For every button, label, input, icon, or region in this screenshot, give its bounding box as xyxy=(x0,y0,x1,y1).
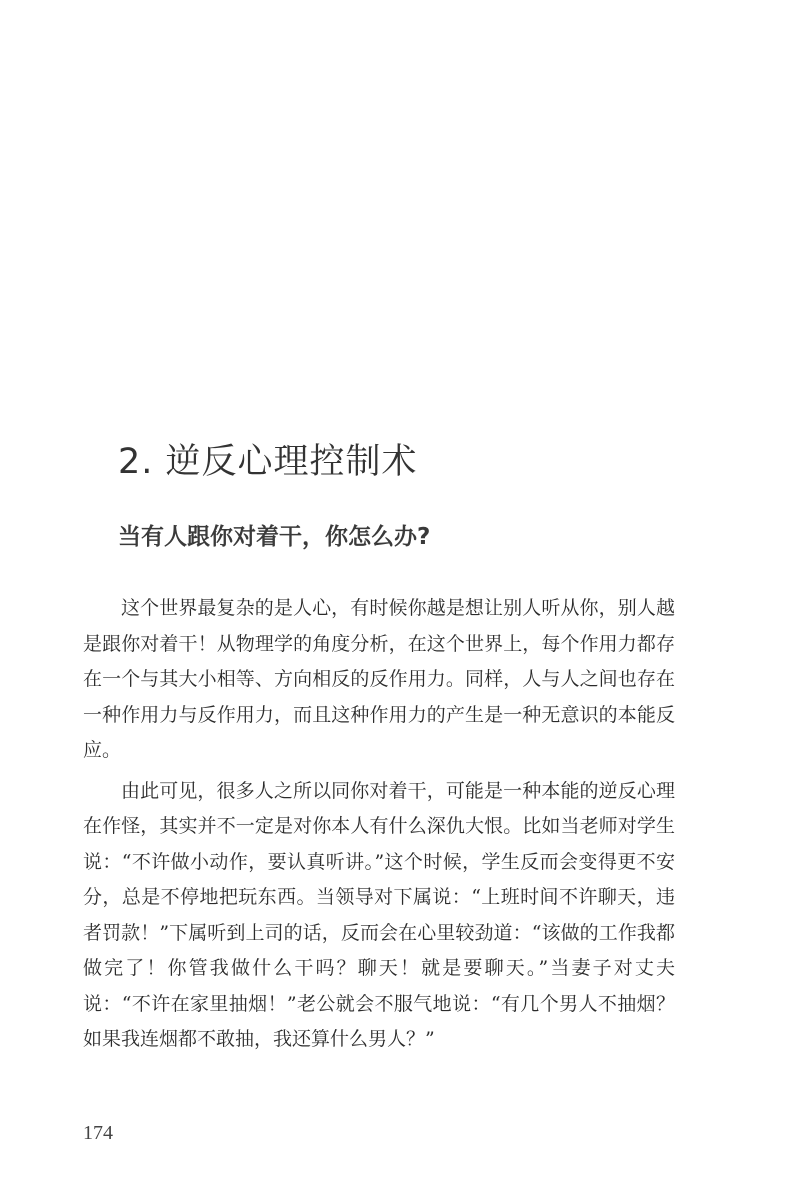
paragraph: 由此可见，很多人之所以同你对着干，可能是一种本能的逆反心理在作怪，其实并不一定是对你本人有什么深仇大恨。比如当老师对学生说：“不许做小动作，要认真听讲。”这个时候，学生反而会变得更不安分，总是不停地把玩东西。当领导对下属说：“上班时间不许聊天，违者罚款！”下属听到上司的话，反而会在心里较劲道：“该做的工作我都做完了！你管我做什么干吗？聊天！就是要聊天。”当妻子对丈夫说：“不许在家里抽烟！”老公就会不服气地说：“有几个男人不抽烟？如果我连烟都不敢抽，我还算什么男人？” xyxy=(83,779,675,1050)
paragraph: 这个世界最复杂的是人心，有时候你越是想让别人听从你，别人越是跟你对着干！从物理学的角度分析，在这个世界上，每个作用力都存在一个与其大小相等、方向相反的反作用力。同样，人与人之间也存在一种作用力与反作用力，而且这种作用力的产生是一种无意识的本能反应。 xyxy=(83,597,675,761)
chapter-title: 2. 逆反心理控制术 xyxy=(118,442,418,482)
body-text xyxy=(83,591,675,1063)
section-subtitle: 当有人跟你对着干，你怎么办? xyxy=(118,524,431,550)
page-number: 174 xyxy=(83,1122,113,1144)
